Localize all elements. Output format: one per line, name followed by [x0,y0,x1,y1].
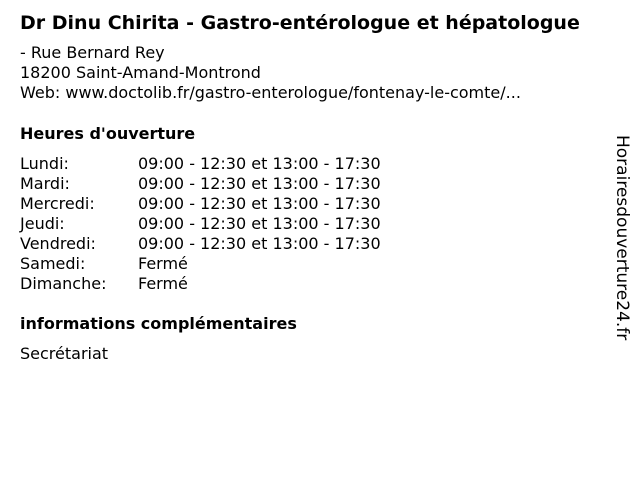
additional-info-text: Secrétariat [20,344,109,363]
hours-row-saturday [20,254,381,274]
time-range: Fermé [138,274,188,293]
day-label: Jeudi: [20,214,65,233]
site-watermark: Horairesdouverture24.fr [612,135,632,341]
hours-row-monday [20,154,381,174]
time-range: 09:00 - 12:30 et 13:00 - 17:30 [138,194,381,213]
hours-row-tuesday [20,174,381,194]
day-label: Vendredi: [20,234,96,253]
time-range: 09:00 - 12:30 et 13:00 - 17:30 [138,174,381,193]
day-label: Lundi: [20,154,69,173]
opening-hours-table [20,154,381,294]
hours-row-sunday [20,274,381,294]
time-range: 09:00 - 12:30 et 13:00 - 17:30 [138,154,381,173]
hours-row-thursday [20,214,381,234]
opening-hours-heading: Heures d'ouverture [20,124,196,143]
hours-row-friday [20,234,381,254]
address-block [20,43,521,103]
day-label: Mardi: [20,174,70,193]
time-range: 09:00 - 12:30 et 13:00 - 17:30 [138,234,381,253]
hours-row-wednesday [20,194,381,214]
city-postcode: 18200 Saint-Amand-Montrond [20,63,261,82]
day-label: Samedi: [20,254,86,273]
time-range: 09:00 - 12:30 et 13:00 - 17:30 [138,214,381,233]
street-address: - Rue Bernard Rey [20,43,165,62]
day-label: Mercredi: [20,194,95,213]
additional-info-heading: informations complémentaires [20,314,297,333]
page-title: Dr Dinu Chirita - Gastro-entérologue et hépatologue [20,12,580,34]
day-label: Dimanche: [20,274,107,293]
time-range: Fermé [138,254,188,273]
website-line: Web: www.doctolib.fr/gastro-enterologue/fontenay-le-comte/... [20,83,521,102]
